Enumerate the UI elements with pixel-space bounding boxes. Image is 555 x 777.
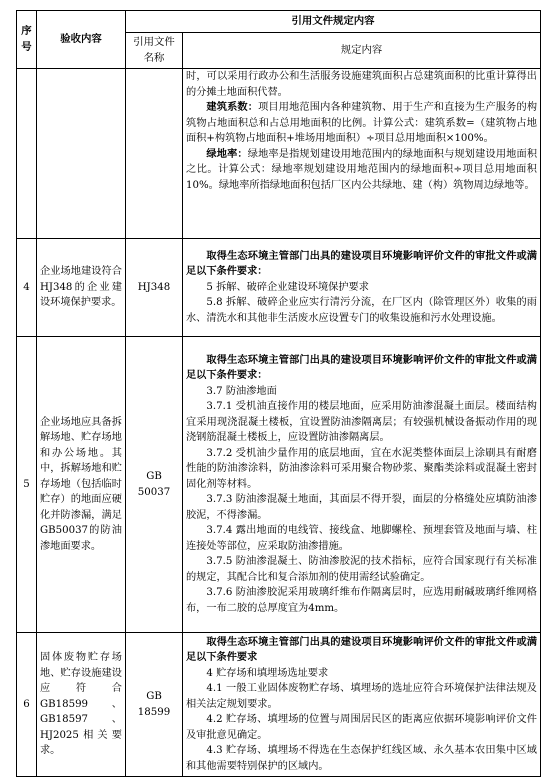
row-index: 6 [17,633,37,777]
acceptance-table [16,10,541,777]
requirement-text: 4.3 贮存场、填埋场不得选在生态保护红线区域、永久基本农田集中区域和其他需要特别保护的区域内。 [186,745,537,772]
requirement-text: 3.7.6 防油渗胶泥采用玻璃纤维布作隔离层时，应选用耐碱玻璃纤维网格布，一布二胶的总厚度宜为4mm。 [186,587,537,614]
requirement-cell [183,337,541,633]
requirement-text: 4.2 贮存场、填埋场的位置与周围居民区的距离应依据环境影响评价文件及审批意见确定。 [186,714,537,741]
requirement-heading: 取得生态环境主管部门出具的建设项目环境影响评价文件的审批文件或满足以下条件要求： [186,353,537,382]
requirement-heading: 取得生态环境主管部门出具的建设项目环境影响评价文件的审批文件或满足以下条件要求： [186,249,537,278]
header-index: 序号 [17,11,37,69]
ref-document: GB 18599 [126,633,183,777]
requirement-cell [183,633,541,777]
requirement-cell [183,69,541,239]
header-req: 规定内容 [183,33,541,69]
table-row [17,69,541,239]
ref-document: GB 50037 [126,337,183,633]
requirement-heading: 取得生态环境主管部门出具的建设项目环境影响评价文件的审批文件或满足以下条件要求 [186,635,537,664]
header-group: 引用文件规定内容 [126,11,541,33]
row-index: 4 [17,239,37,337]
table-row [17,633,541,777]
table-row [17,239,541,337]
acceptance-item: 企业场地应具备拆解场地、贮存场地和办公场地。其中，拆解场地和贮存场地（包括临时贮存）的地面应硬化并防渗漏，满足GB50037的防油渗地面要求。 [37,337,126,633]
acceptance-item: 企业场地建设符合HJ348的企业建设环境保护要求。 [37,239,126,337]
acceptance-item: 固体废物贮存场地、贮存设施建设应符合GB18599、GB18597、HJ2025相关要求。 [37,633,126,777]
requirement-text: 3.7.2 受机油少量作用的底层地面，宜在水泥类整体面层上涂刷具有耐磨性能的防油渗涂料，防油渗涂料可采用聚合物砂浆、聚酯类涂料或混凝土密封固化剂等材料。 [186,447,537,490]
cell-empty [126,69,183,239]
table-row [17,337,541,633]
requirement-text: 3.7 防油渗地面 [206,385,277,397]
requirement-text: 绿地率：绿地率是指规划建设用地范围内的绿地面积与规划建设用地面积之比。计算公式：绿地率规划建设用地范围内的绿地面积÷项目总用地面积10%。绿地率所指绿地面积包括厂区内公共绿地、建（构）筑物周边绿地等。 [186,147,538,191]
requirement-text: 3.7.4 露出地面的电线管、接线盒、地脚螺栓、预埋套管及地面与墙、柱连接处等部位，应采取防油渗措施。 [186,525,537,552]
requirement-text: 3.7.5 防油渗混凝土、防油渗胶泥的技术指标，应符合国家现行有关标准的规定，其配合比和复合添加剂的使用需经试验确定。 [186,556,537,583]
requirement-text: 3.7.1 受机油直接作用的楼层地面，应采用防油渗混凝土面层。楼面结构宜采用现浇混凝土楼板，宜设置防油渗隔离层；有较强机械设备振动作用的现浇钢筋混凝土楼板上，应设置防油渗隔离层。 [186,401,537,444]
row-index: 5 [17,337,37,633]
requirement-text: 5.8 拆解、破碎企业应实行清污分流，在厂区内（除管理区外）收集的雨水、清洗水和其他非生活废水应设置专门的收集设施和污水处理设施。 [186,297,537,324]
requirement-text: 3.7.3 防油渗混凝土地面，其面层不得开裂，面层的分格缝处应填防油渗胶泥，不得渗漏。 [186,494,537,521]
requirement-text: 4 贮存场和填埋场选址要求 [206,667,329,679]
header-ref: 引用文件名称 [126,33,183,69]
cell-empty [17,69,37,239]
requirement-text: 建筑系数：项目用地范围内各种建筑物、用于生产和直接为生产服务的构筑物占地面积总和占总用地面积的比例。计算公式：建筑系数=（建筑物占地面积+构筑物占地面积+堆场用地面积）÷项目总用地面积×100%。 [186,101,538,144]
requirement-text: 5 拆解、破碎企业建设环境保护要求 [206,281,369,293]
requirement-text: 4.1 一般工业固体废物贮存场、填埋场的选址应符合环境保护法律法规及相关法定规划要求。 [186,683,537,710]
requirement-cell [183,239,541,337]
cell-empty [37,69,126,239]
header-item: 验收内容 [37,11,126,69]
ref-document: HJ348 [126,239,183,337]
requirement-text: 时，可以采用行政办公和生活服务设施建筑面积占总建筑面积的比重计算得出的分摊土地面积代替。 [186,71,537,98]
